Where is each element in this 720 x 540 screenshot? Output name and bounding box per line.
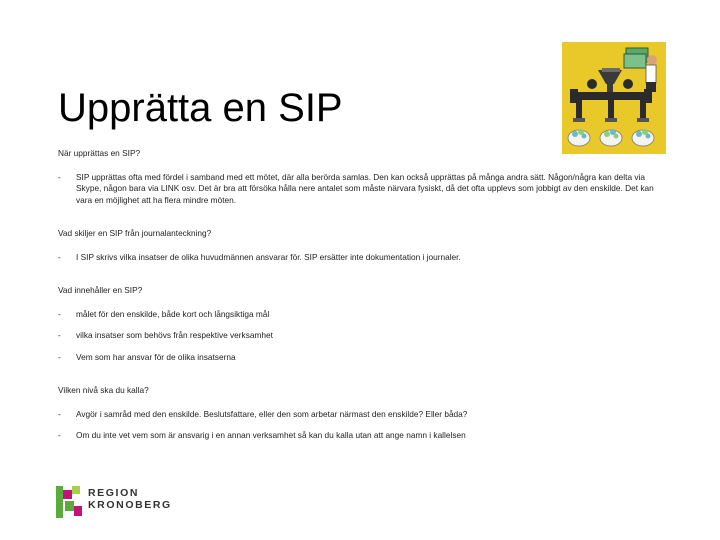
list-item: [58, 172, 658, 207]
bullet-marker: -: [58, 351, 61, 362]
region-kronoberg-logo-mark: [56, 484, 84, 520]
bullet-text: Vem som har ansvar för de olika insatserna: [76, 351, 236, 362]
bullet-marker: -: [58, 408, 61, 419]
bullet-marker: -: [58, 330, 61, 340]
money-machine-pipes-illustration: [562, 42, 666, 154]
bullet-marker: -: [58, 430, 61, 440]
logo-line-kronoberg: KRONOBERG: [88, 499, 172, 511]
bullet-marker: -: [58, 251, 61, 262]
bullet-text: I SIP skrivs vilka insatser de olika huvudmännen ansvarar för. SIP ersätter inte dokumentation i journaler.: [76, 251, 461, 262]
list-item: [58, 352, 658, 364]
slide-title: Upprätta en SIP: [58, 85, 343, 130]
section-heading-when: När upprättas en SIP?: [58, 148, 141, 158]
bullet-marker: -: [58, 308, 61, 319]
list-item: [58, 252, 658, 264]
bullet-text: målet för den enskilde, både kort och långsiktiga mål: [76, 308, 270, 319]
region-kronoberg-logo: [56, 484, 196, 520]
section-heading-difference: Vad skiljer en SIP från journalanteckning?: [58, 228, 212, 238]
bullet-text: Avgör i samråd med den enskilde. Beslutsfattare, eller den som arbetar närmast den enskilde? Eller båda?: [76, 408, 468, 419]
list-item: [58, 330, 658, 342]
list-item: [58, 409, 658, 421]
section-heading-contents: Vad innehåller en SIP?: [58, 285, 143, 295]
list-item: [58, 309, 658, 321]
bullet-text: vilka insatser som behövs från respektive verksamhet: [76, 330, 273, 340]
logo-line-region: REGION: [88, 487, 140, 499]
section-heading-level: Vilken nivå ska du kalla?: [58, 385, 149, 395]
bullet-text: SIP upprättas ofta med fördel i samband med ett mötet, där alla berörda samlas. Den kan också upprättas på många andra sätt. Någon/några kan delta via Skype, någon bara via LINK osv. Det är bra att försöka hålla nere antalet som måste närvara fysiskt, då det ofta upplevs som jobbigt av den enskilde. Det kan vara en möjlighet att ha flera mindre möten.: [76, 171, 654, 205]
bullet-marker: -: [58, 171, 61, 182]
bullet-text: Om du inte vet vem som är ansvarig i en annan verksamhet så kan du kalla utan att ange namn i kallelsen: [76, 430, 466, 440]
logo-wordmark: [88, 487, 172, 511]
slide-body: [58, 148, 658, 442]
list-item: [58, 430, 658, 442]
